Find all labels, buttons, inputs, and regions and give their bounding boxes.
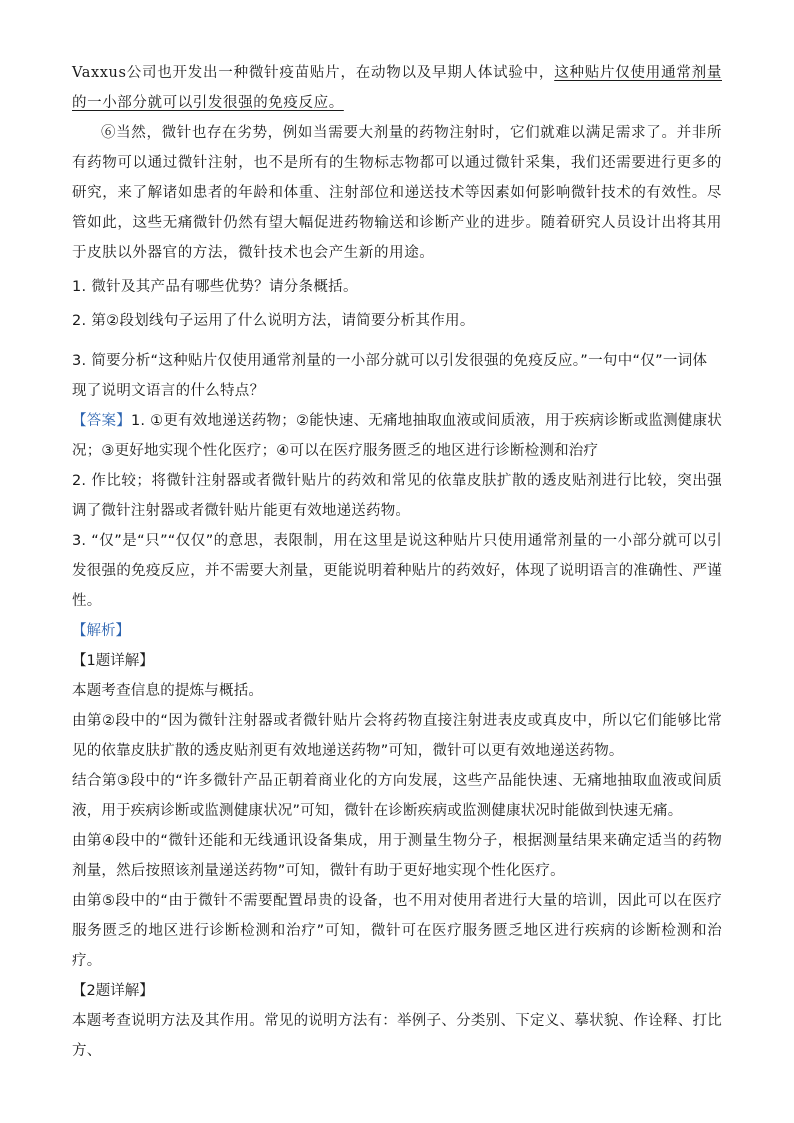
detail-2-line: 本题考查说明方法及其作用。常见的说明方法有：举例子、分类别、下定义、摹状貌、作诠释、打比方、 [72, 1013, 722, 1059]
detail-1-line: 结合第③段中的“许多微针产品正朝着商业化的方向发展，这些产品能快速、无痛地抽取血液或间质液，用于疾病诊断或监测健康状况”可知，微针在诊断疾病或监测健康状况时能做到快速无痛。 [72, 773, 722, 819]
answer-1 [72, 406, 722, 466]
answer-label: 【答案】 [72, 413, 131, 429]
detail-1-line: 由第⑤段中的“由于微针不需要配置昂贵的设备，也不用对使用者进行大量的培训，因此可以在医疗服务匮乏的地区进行诊断检测和治疗”可知，微针可在医疗服务匮乏地区进行疾病的诊断检测和治疗。 [72, 893, 722, 969]
analysis-label [72, 616, 722, 646]
document-body [72, 58, 722, 1066]
answer-3: 3. “仅”是“只”“仅仅”的意思，表限制，用在这里是说这种贴片只使用通常剂量的一小部分就可以引发很强的免疫反应，并不需要大剂量，更能说明着种贴片的药效好，体现了说明语言的准确性、严谨性。 [72, 533, 722, 609]
analysis-label-text: 【解析】 [72, 623, 130, 639]
passage-paragraph-6: ⑥当然，微针也存在劣势，例如当需要大剂量的药物注射时，它们就难以满足需求了。并非所有药物可以通过微针注射，也不是所有的生物标志物都可以通过微针采集，我们还需要进行更多的研究，来了解诸如患者的年龄和体重、注射部位和递送技术等因素如何影响微针技术的有效性。尽管如此，这些无痛微针仍然有望大幅促进药物输送和诊断产业的进步。随着研究人员设计出将其用于皮肤以外器官的方法，微针技术也会产生新的用途。 [72, 125, 722, 261]
passage-paragraph-5-tail [72, 58, 722, 118]
detail-1-line: 本题考查信息的提炼与概括。 [72, 683, 264, 699]
question-2: 2. 第②段划线句子运用了什么说明方法，请简要分析其作用。 [72, 313, 475, 329]
detail-2-label: 【2题详解】 [72, 983, 154, 999]
passage-text: Vaxxus公司也开发出一种微针疫苗贴片，在动物以及早期人体试验中， [72, 65, 555, 81]
answer-2: 2. 作比较；将微针注射器或者微针贴片的药效和常见的依靠皮肤扩散的透皮贴剂进行比较，突出强调了微针注射器或者微针贴片能更有效地递送药物。 [72, 473, 722, 519]
question-1: 1. 微针及其产品有哪些优势？请分条概括。 [72, 279, 358, 295]
detail-1-label: 【1题详解】 [72, 653, 154, 669]
detail-1-line: 由第④段中的“微针还能和无线通讯设备集成，用于测量生物分子，根据测量结果来确定适当的药物剂量，然后按照该剂量递送药物”可知，微针有助于更好地实现个性化医疗。 [72, 833, 722, 879]
answer-1-text: 1. ①更有效地递送药物；②能快速、无痛地抽取血液或间质液，用于疾病诊断或监测健康状况；③更好地实现个性化医疗；④可以在医疗服务匮乏的地区进行诊断检测和治疗 [72, 413, 722, 459]
detail-1-line: 由第②段中的“因为微针注射器或者微针贴片会将药物直接注射进表皮或真皮中，所以它们能够比常见的依靠皮肤扩散的透皮贴剂更有效地递送药物”可知，微针可以更有效地递送药物。 [72, 713, 722, 759]
question-3: 3. 简要分析“这种贴片仅使用通常剂量的一小部分就可以引发很强的免疫反应。”一句中“仅”一词体现了说明文语言的什么特点？ [72, 353, 708, 399]
underlined-sentence: 这种贴片仅使用通常剂量的一小部分就可以引发很强的免疫反应。 [72, 65, 722, 111]
